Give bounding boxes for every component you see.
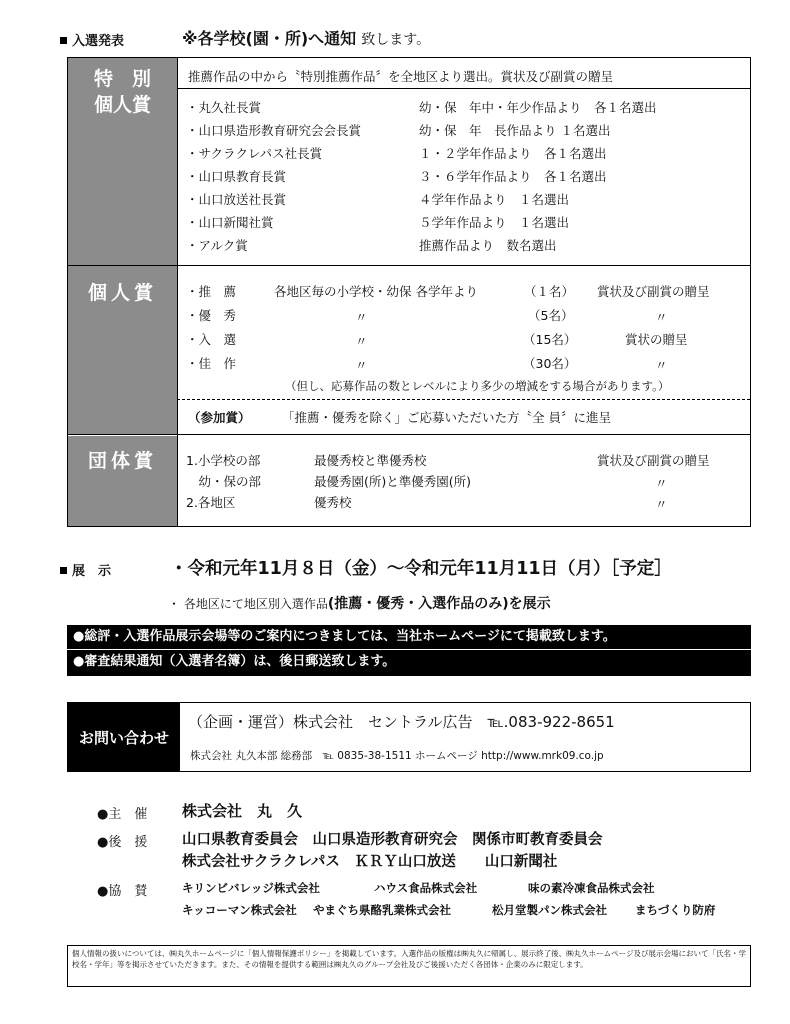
group-award-detail: 最優秀園(所)と準優秀園(所): [314, 474, 472, 489]
individual-award-source: 各地区毎の小学校・幼保 各学年より: [274, 284, 478, 299]
contact-box: [67, 702, 751, 772]
special-award-detail: 幼・保 年 長作品より １名選出: [419, 123, 611, 138]
participation-label: （参加賞）: [188, 410, 251, 425]
cooperate-company: ハウス食品株式会社: [374, 881, 478, 895]
column-divider: [177, 58, 178, 526]
support-line: 山口県教育委員会 山口県造形教育研究会 関係市町教育委員会: [182, 832, 603, 848]
special-award-detail: ３・６学年作品より 各１名選出: [419, 169, 607, 184]
special-intro: 推薦作品の中から〝特別推薦作品〞を全地区より選出。賞状及び副賞の贈呈: [188, 69, 614, 84]
announce-label: 入選発表: [60, 30, 124, 49]
contact-line-main: （企画・運営）株式会社 セントラル広告 ℡.083-922-8651: [188, 713, 615, 731]
dashed-divider: [177, 399, 750, 400]
cooperate-company: 松月堂製パン株式会社: [492, 903, 607, 917]
individual-award-count: （30名）: [523, 356, 577, 371]
exhibit-note: ・ 各地区にて地区別入選作品(推薦・優秀・入選作品のみ)を展示: [168, 596, 551, 612]
square-bullet-icon: [60, 567, 67, 574]
section-divider: [68, 434, 750, 435]
special-intro-divider: [177, 88, 750, 89]
individual-award-count: （15名）: [523, 332, 577, 347]
special-award-detail: ５学年作品より １名選出: [419, 215, 570, 230]
privacy-notice: 個人情報の扱いについては、㈱丸久ホームページに「個人情報保護ポリシー」を掲載しています。入選作品の版権は㈱丸久に帰属し、展示終了後、㈱丸久ホームページ及び展示会場において「氏名・学校名・学年」等を掲示させていただきます。また、その情報を提供する範囲は㈱丸久のグループ会社及びご後援いただく各団体・企業のみに限定します。: [67, 945, 751, 987]
group-award-name: 2.各地区: [186, 495, 236, 510]
contact-label: お問い合わせ: [68, 703, 180, 771]
group-award-prize: 〃: [655, 497, 668, 512]
square-bullet-icon: [60, 37, 67, 44]
notice-review: ●総評・入選作品展示会場等のご案内につきましては、当社ホームページにて掲載致します。: [67, 625, 751, 649]
group-award-prize: 〃: [655, 476, 668, 491]
special-award-detail: １・２学年作品より 各１名選出: [419, 146, 607, 161]
exhibit-period: ・令和元年11月８日（金）～令和元年11月11日（月）［予定］: [170, 559, 672, 579]
cooperate-label: ●協 賛: [97, 884, 148, 899]
cooperate-company: やまぐち県酪乳業株式会社: [313, 903, 451, 917]
group-award-prize: 賞状及び副賞の贈呈: [597, 453, 710, 468]
individual-award-prize: 〃: [655, 310, 668, 325]
organizer-label: ●主 催: [97, 807, 148, 822]
cooperate-company: キリンビバレッジ株式会社: [182, 881, 320, 895]
special-award-name: ・丸久社長賞: [186, 100, 262, 115]
individual-award-name: ・優 秀: [186, 308, 237, 323]
individual-award-prize: 賞状及び副賞の贈呈: [597, 284, 710, 299]
category-group: 団体賞: [68, 436, 177, 526]
individual-award-count: （5名）: [528, 308, 574, 323]
cooperate-company: キッコーマン株式会社: [182, 903, 297, 917]
special-award-detail: 推薦作品より 数名選出: [419, 238, 557, 253]
individual-award-source: 〃: [355, 310, 368, 325]
special-award-name: ・山口新聞社賞: [186, 215, 274, 230]
group-award-detail: 優秀校: [314, 495, 352, 510]
special-award-name: ・山口県教育長賞: [186, 169, 287, 184]
individual-award-name: ・佳 作: [186, 356, 237, 371]
group-award-name: 幼・保の部: [186, 474, 262, 489]
group-award-name: 1.小学校の部: [186, 453, 261, 468]
announce-text: ※各学校(園・所)へ通知 致します。: [182, 29, 431, 48]
special-award-detail: 幼・保 年中・年少作品より 各１名選出: [419, 100, 657, 115]
section-divider: [68, 265, 750, 266]
awards-table: [67, 57, 751, 527]
individual-note: （但し、応募作品の数とレベルにより多少の増減をする場合があります。）: [285, 379, 670, 393]
individual-award-name: ・入 選: [186, 332, 237, 347]
support-line: 株式会社サクラクレパス ＫＲＹ山口放送 山口新聞社: [182, 854, 558, 870]
individual-award-name: ・推 薦: [186, 284, 237, 299]
notice-results: ●審査結果通知（入選者名簿）は、後日郵送致します。: [67, 650, 751, 676]
special-award-name: ・アルク賞: [186, 238, 248, 253]
category-individual: 個人賞: [68, 266, 177, 434]
cooperate-company: 味の素冷凍食品株式会社: [528, 881, 655, 895]
special-award-name: ・山口放送社長賞: [186, 192, 287, 207]
individual-award-source: 〃: [355, 334, 368, 349]
individual-award-source: 〃: [355, 358, 368, 373]
participation-text: 「推薦・優秀を除く」ご応募いただいた方〝全 員〞に進呈: [282, 410, 611, 425]
group-award-detail: 最優秀校と準優秀校: [314, 453, 427, 468]
individual-award-prize: 〃: [655, 358, 668, 373]
category-special-individual: 特 別 個人賞: [68, 58, 177, 265]
special-award-detail: ４学年作品より １名選出: [419, 192, 570, 207]
contact-line-sub: 株式会社 丸久本部 総務部 ℡ 0835-38-1511 ホームページ http://www.mrk09.co.jp: [190, 750, 604, 762]
special-award-name: ・山口県造形教育研究会会長賞: [186, 123, 362, 138]
cooperate-company: まちづくり防府: [635, 903, 716, 917]
special-award-name: ・サクラクレパス社長賞: [186, 146, 323, 161]
exhibit-label: 展 示: [60, 560, 111, 579]
organizer-name: 株式会社 丸 久: [182, 802, 303, 820]
individual-award-count: （１名）: [524, 284, 575, 299]
individual-award-prize: 賞状の贈呈: [625, 332, 688, 347]
support-label: ●後 援: [97, 835, 148, 850]
